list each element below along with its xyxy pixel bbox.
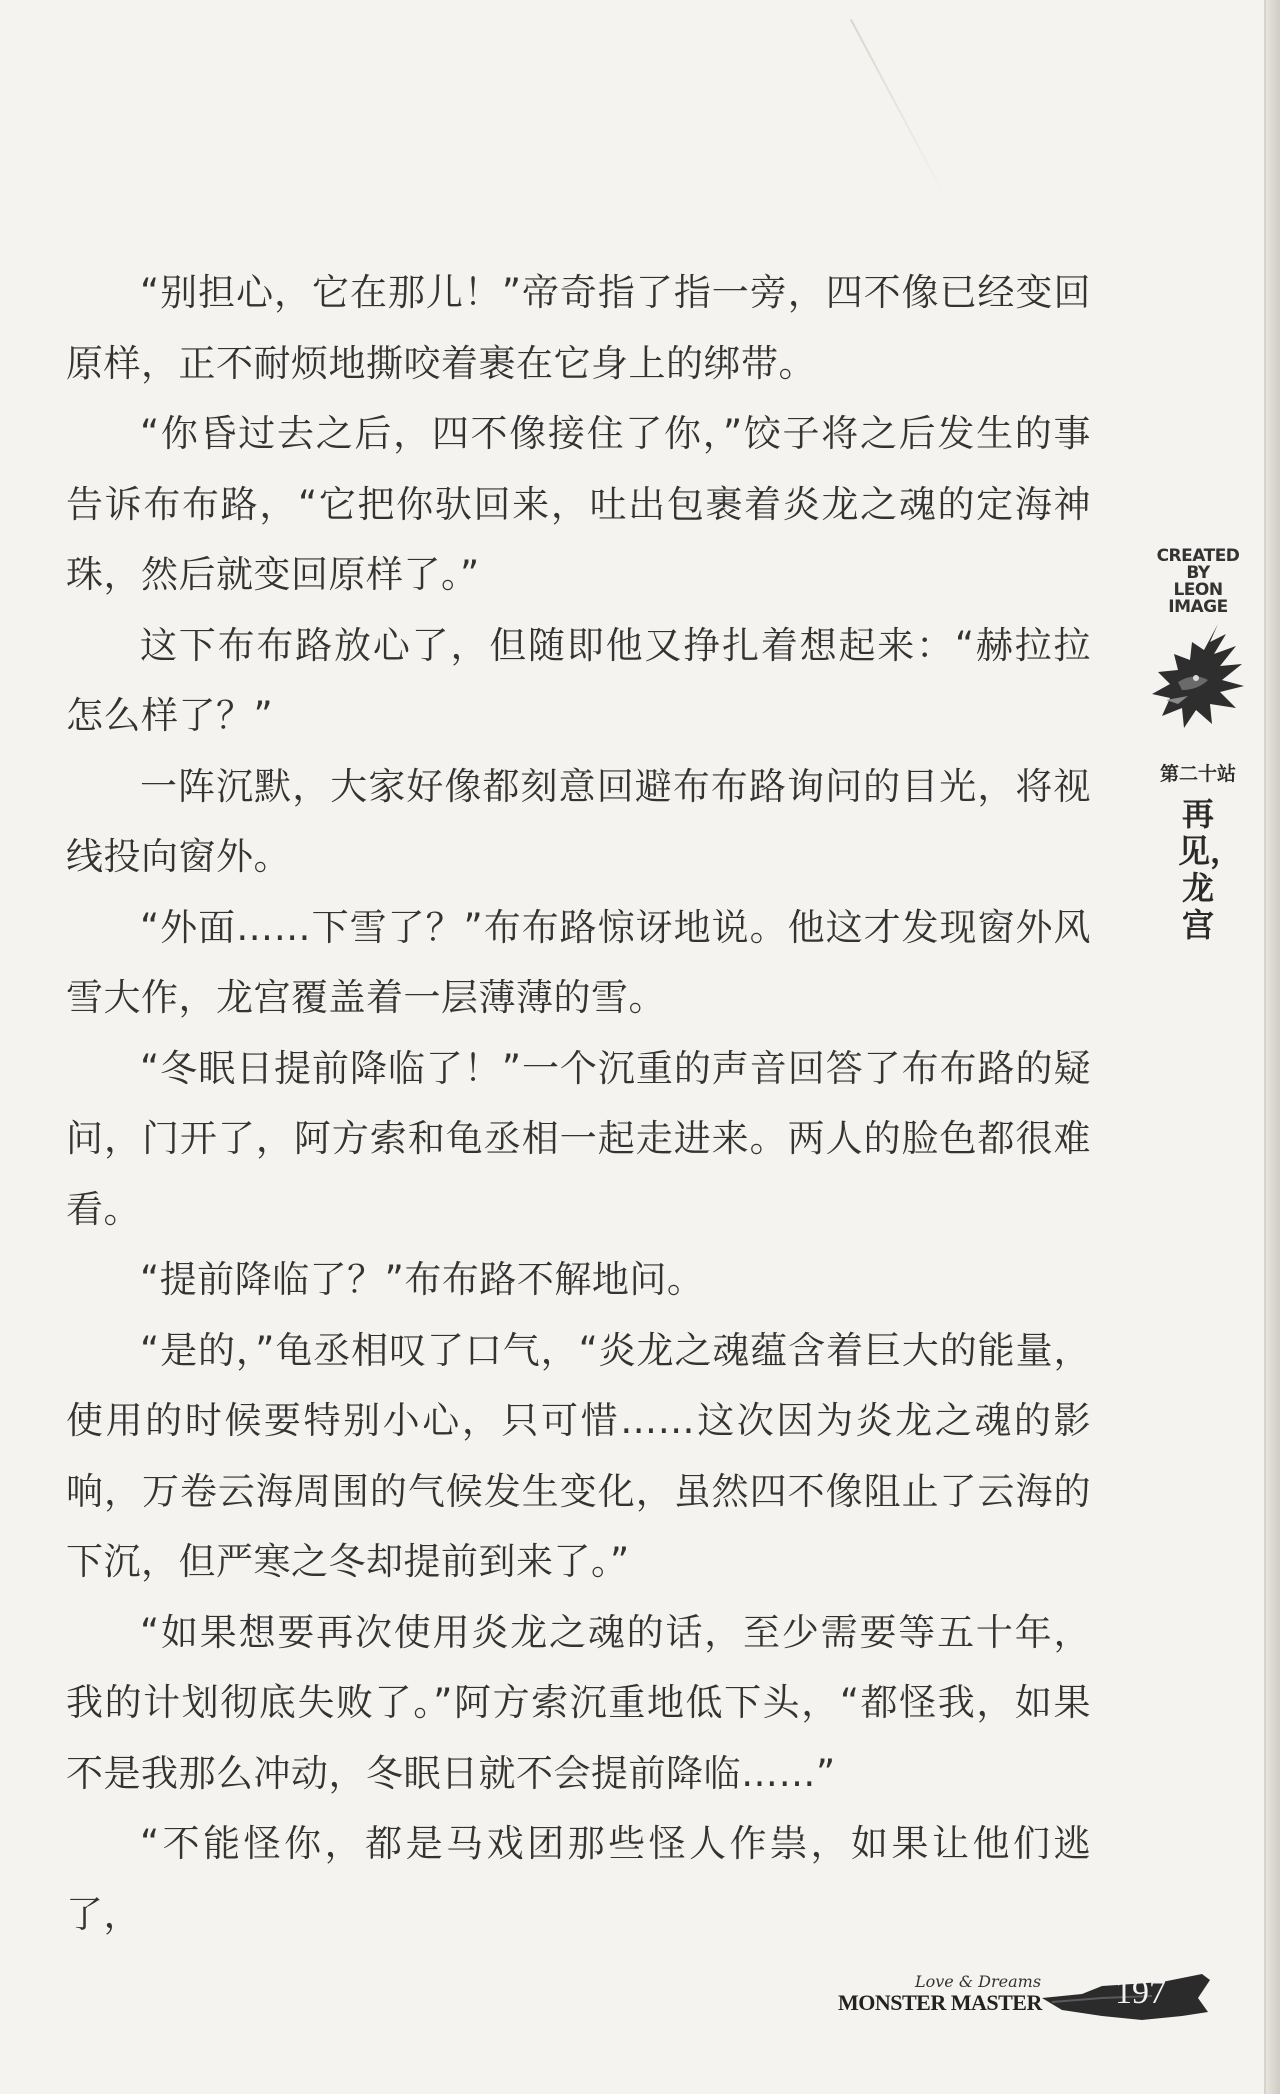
paragraph: “提前降临了？”布布路不解地问。 xyxy=(140,1258,705,1301)
paragraph: “别担心，它在那儿！”帝奇指了指一旁，四不像已经变回原样，正不耐烦地撕咬着裹在它身上的绑带。 xyxy=(66,271,1091,385)
chapter-title: 再见，龙宫 xyxy=(1178,795,1243,944)
credit-line: LEON xyxy=(1173,580,1223,600)
page-footer xyxy=(830,1958,1210,2030)
credit-logo xyxy=(1148,548,1248,616)
paragraph: “外面……下雪了？”布布路惊讶地说。他这才发现窗外风雪大作，龙宫覆盖着一层薄薄的雪。 xyxy=(66,905,1091,1019)
body-text xyxy=(66,258,1091,1950)
paragraph: 一阵沉默，大家好像都刻意回避布布路询问的目光，将视线投向窗外。 xyxy=(66,764,1091,878)
chapter-number: 第二十站 xyxy=(1159,763,1236,785)
credit-line: IMAGE xyxy=(1168,597,1228,617)
dragon-head-icon xyxy=(1148,620,1248,735)
chapter-sidebar xyxy=(1148,548,1248,944)
series-tagline: Love & Dreams xyxy=(915,1972,1042,1991)
paragraph: “如果想要再次使用炎龙之魂的话，至少需要等五十年，我的计划彻底失败了。”阿方索沉重地低下头，“都怪我，如果不是我那么冲动，冬眠日就不会提前降临……” xyxy=(66,1610,1091,1795)
series-title: MONSTER MASTER xyxy=(838,1990,1042,2015)
page-number: 197 xyxy=(1115,1974,1166,2011)
page-edge xyxy=(1264,0,1280,2094)
paragraph: “是的，”龟丞相叹了口气，“炎龙之魂蕴含着巨大的能量，使用的时候要特别小心，只可惜……这次因为炎龙之魂的影响，万卷云海周围的气候发生变化，虽然四不像阻止了云海的下沉，但严寒之冬却提前到来了。” xyxy=(66,1328,1091,1583)
paragraph: 这下布布路放心了，但随即他又挣扎着想起来：“赫拉拉怎么样了？” xyxy=(66,623,1091,737)
credit-line: CREATED xyxy=(1156,546,1240,566)
credit-line: BY xyxy=(1186,563,1210,583)
paper-crease xyxy=(850,19,946,197)
paragraph: “你昏过去之后，四不像接住了你，”饺子将之后发生的事告诉布布路，“它把你驮回来，吐出包裹着炎龙之魂的定海神珠，然后就变回原样了。” xyxy=(66,412,1091,596)
paragraph: “冬眠日提前降临了！”一个沉重的声音回答了布布路的疑问，门开了，阿方索和龟丞相一起走进来。两人的脸色都很难看。 xyxy=(66,1046,1091,1231)
paragraph: “不能怪你，都是马戏团那些怪人作祟，如果让他们逃了， xyxy=(66,1822,1091,1936)
